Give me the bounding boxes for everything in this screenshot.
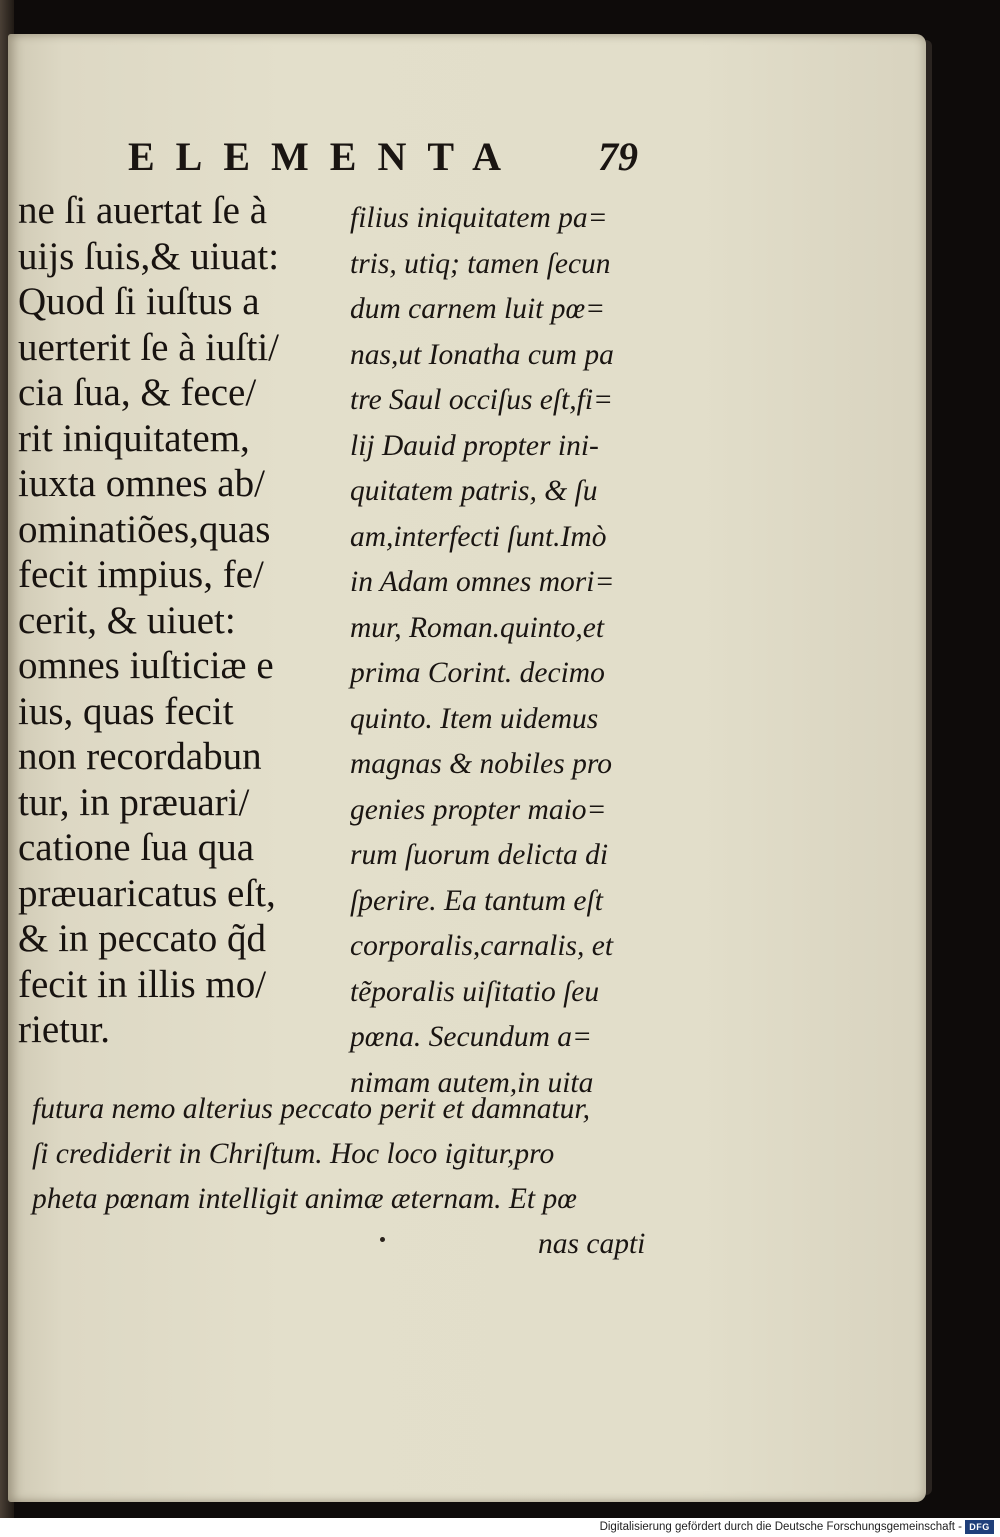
text-line: pheta pœnam intelligit animæ æternam. Et pœ: [32, 1183, 577, 1215]
text-line: & in peccato q̃d: [18, 917, 266, 960]
text-line: Quod ſi iuſtus a: [18, 280, 260, 323]
text-line: dum carnem luit pœ=: [350, 293, 606, 325]
text-line: rietur.: [18, 1008, 111, 1051]
text-line: ius, quas fecit: [18, 689, 234, 733]
text-line: uijs ſuis,& uiuat:: [18, 234, 280, 278]
text-line: ſperire. Ea tantum eſt: [350, 884, 603, 917]
text-line: rum ſuorum delicta di: [350, 839, 609, 871]
text-line: catione ſua qua: [18, 826, 255, 869]
text-line: nimam autem,in uita: [350, 1066, 594, 1099]
text-line: pœna. Secundum a=: [350, 1021, 592, 1053]
right-column: [350, 196, 660, 1106]
text-line: omnes iuſticiæ e: [18, 644, 274, 687]
text-line: tris, utiq; tamen ſecun: [350, 247, 611, 280]
text-line: ſi crediderit in Chriſtum. Hoc loco igitur,pro: [32, 1138, 555, 1170]
text-line: cerit, & uiuet:: [18, 598, 236, 642]
ink-mark: [380, 1237, 385, 1242]
text-line: mur, Roman.quinto,et: [350, 611, 605, 644]
text-line: corporalis,carnalis, et: [350, 930, 614, 962]
text-line: lij Dauid propter ini-: [350, 429, 599, 462]
running-head: [0, 132, 1000, 182]
text-line: nas,ut Ionatha cum pa: [350, 338, 614, 371]
running-title: ELEMENTA: [128, 134, 522, 179]
text-line: in Adam omnes mori=: [350, 566, 615, 598]
text-line: tẽporalis uiſitatio ſeu: [350, 975, 600, 1008]
text-line: prima Corint. decimo: [350, 657, 605, 689]
text-line: tur, in præuari/: [18, 780, 250, 824]
text-line: magnas & nobiles pro: [350, 748, 612, 780]
text-line: fecit impius, fe/: [18, 553, 264, 596]
text-line: iuxta omnes ab/: [18, 462, 265, 505]
page-number: 79: [598, 134, 638, 179]
text-line: ominatiões,quas: [18, 507, 271, 551]
page-edge: [926, 40, 932, 1495]
text-line: uerterit ſe à iuſti/: [18, 325, 279, 369]
left-column: [18, 188, 328, 1053]
text-line: præuaricatus eſt,: [18, 871, 276, 915]
text-line: rit iniquitatem,: [18, 416, 250, 460]
text-line: am,interfecti ſunt.Imò: [350, 520, 607, 553]
text-line: ne ſi auertat ſe à: [18, 189, 268, 232]
text-line: filius iniquitatem pa=: [350, 202, 608, 234]
text-line: non recordabun: [18, 735, 262, 778]
text-line: cia ſua, & fece/: [18, 371, 257, 414]
text-line: futura nemo alterius peccato perit et damnatur,: [32, 1093, 590, 1125]
text-line: quitatem patris, & ſu: [350, 475, 598, 507]
text-line: fecit in illis mo/: [18, 962, 267, 1006]
digitization-credit: Digitalisierung gefördert durch die Deutsche Forschungsgemeinschaft -: [599, 1521, 962, 1533]
text-line: tre Saul occiſus eſt,fi=: [350, 384, 613, 416]
text-line: quinto. Item uidemus: [350, 702, 599, 735]
dfg-logo: DFG: [965, 1520, 994, 1534]
full-width-text: [32, 1087, 672, 1222]
text-line: genies propter maio=: [350, 793, 607, 826]
footer-bar: [0, 1518, 1000, 1537]
catchword: nas capti: [538, 1228, 646, 1260]
